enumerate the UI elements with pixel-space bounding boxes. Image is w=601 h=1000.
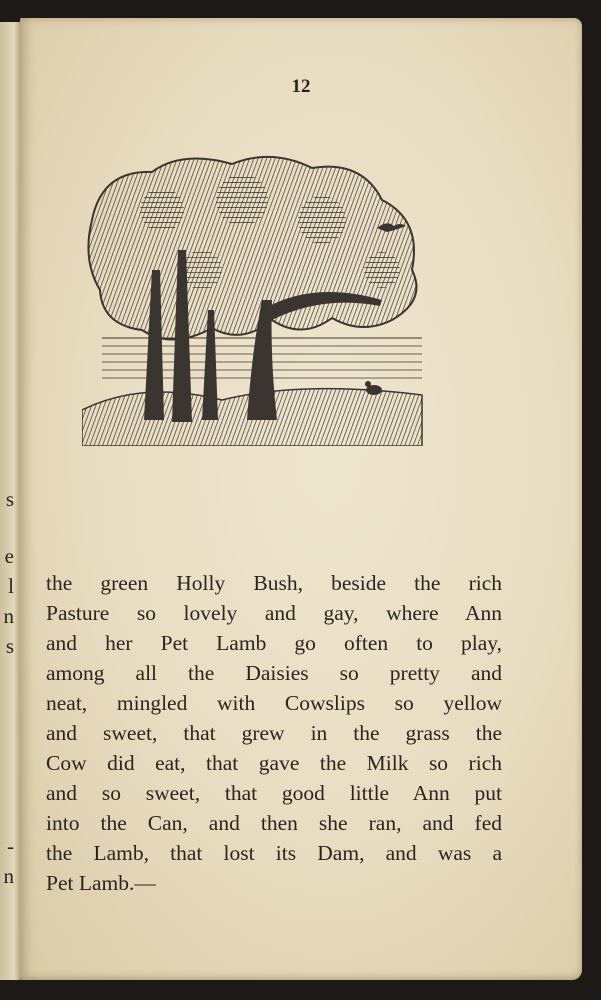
left-page-edge xyxy=(0,22,20,980)
left-page-fragment: e xyxy=(4,544,14,568)
left-page-fragment: s xyxy=(5,634,14,658)
woodcut-tree-illustration xyxy=(82,150,428,446)
text-line: Pasture so lovely and gay, where Ann xyxy=(46,601,502,625)
left-page-fragment: s xyxy=(5,487,14,511)
page-number: 12 xyxy=(291,76,311,97)
text-line: Cow did eat, that gave the Milk so rich xyxy=(46,751,502,775)
text-line: Pet Lamb.— xyxy=(46,871,156,895)
left-page-fragment: n xyxy=(3,864,14,888)
story-text xyxy=(46,568,502,898)
text-line: neat, mingled with Cowslips so yellow xyxy=(46,691,502,715)
left-page-fragment: n xyxy=(3,604,14,628)
left-page-fragment: - xyxy=(7,834,14,858)
left-page-fragment: l xyxy=(8,574,14,598)
ground-bird-icon xyxy=(365,381,382,395)
text-line: into the Can, and then she ran, and fed xyxy=(46,811,502,835)
text-line: and her Pet Lamb go often to play, xyxy=(46,631,502,655)
ground xyxy=(82,389,422,446)
text-line: among all the Daisies so pretty and xyxy=(46,661,502,685)
text-line: and sweet, that grew in the grass the xyxy=(46,721,502,745)
tree-canopy xyxy=(88,157,416,340)
book-page xyxy=(20,18,582,980)
text-line: and so sweet, that good little Ann put xyxy=(46,781,502,805)
text-line: the green Holly Bush, beside the rich xyxy=(46,571,502,595)
text-line: the Lamb, that lost its Dam, and was a xyxy=(46,841,502,865)
